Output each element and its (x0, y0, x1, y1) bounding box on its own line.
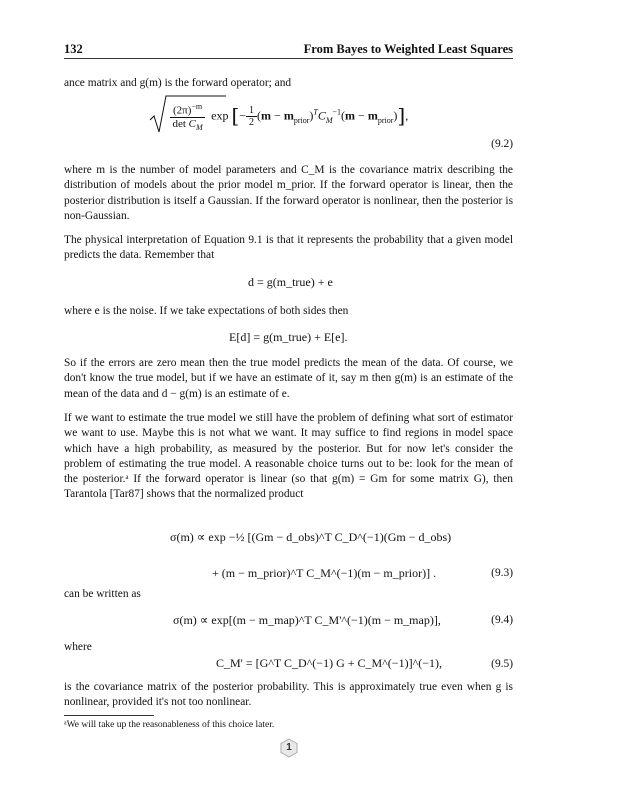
page-number: 132 (64, 42, 83, 56)
footnote-rule (64, 715, 154, 716)
paragraph-1: where m is the number of model parameters and C_M is the covariance matrix describing the distribution of models about the prior model m_prior. If the forward operator is linear, then the posterior distribution is itself a Gaussian. If the forward operator is nonlinear, then the posterior is non-Gaussian. (64, 164, 513, 222)
equation-9-3-line1: σ(m) ∝ exp −½ [(Gm − d_obs)^T C_D^(−1)(Gm − d_obs) (170, 530, 452, 544)
equation-number-9-2: (9.2) (491, 138, 513, 150)
eq1-render: $\frac{(2\pi)^{-m}}{\det C_M}$ exp [− $\frac{1}{2}$ $(m - m_{prior})^TC_M^{-1}(m - m_{prior})$], (170, 102, 408, 132)
paragraph-5: If we want to estimate the true model we still have the problem of defining what sort of estimator we want to use. Maybe this is not what we want. It may suffice to find regions in model space which have a high probability, as measured by the posterior. But for now let's consider the problem of estimating the true model. A reasonable choice turns out to be: look for the mean of the posterior.ᵃ If the forward operator is linear (so that g(m) = Gm for some matrix G), then Tarantola [Tar87] shows that the normalized product (64, 412, 513, 501)
equation-9-4: σ(m) ∝ exp[(m − m_map)^T C_M'^(−1)(m − m_map)], (173, 613, 441, 627)
equation-number-9-5: (9.5) (491, 658, 513, 670)
chapter-title: From Bayes to Weighted Least Squares (303, 42, 513, 56)
paragraph-0: ance matrix and g(m) is the forward operator; and (64, 77, 292, 89)
equation-9-5: C_M' = [G^T C_D^(−1) G + C_M^(−1)]^(−1), (216, 656, 442, 670)
equation-d: d = g(m_true) + e (248, 275, 333, 289)
equation-9-3-line2: + (m − m_prior)^T C_M^(−1)(m − m_prior)] . (212, 566, 437, 580)
paragraph-7: where (64, 641, 92, 653)
paragraph-2: The physical interpretation of Equation 9.1 is that it represents the probability that a given model predicts the data. Remember that (64, 234, 513, 262)
paragraph-3: where e is the noise. If we take expectations of both sides then (64, 305, 349, 317)
page-badge[interactable] (279, 738, 299, 758)
page-badge-label: 1 (286, 742, 292, 753)
equation-number-9-3: (9.3) (491, 567, 513, 579)
equation-expectation: E[d] = g(m_true) + E[e]. (229, 330, 348, 344)
paragraph-4: So if the errors are zero mean then the true model predicts the mean of the data. Of course, we don't know the true model, but if we have an estimate of it, say m then g(m) is an estimate of the mean of the data and d − g(m) is an estimate of e. (64, 357, 513, 400)
paragraph-8: is the covariance matrix of the posterior probability. This is approximately true even when g is nonlinear, provided it's not too nonlinear. (64, 681, 513, 709)
paragraph-6: can be written as (64, 588, 141, 600)
equation-number-9-4: (9.4) (491, 614, 513, 626)
running-header (64, 42, 513, 58)
footnote: ᵃWe will take up the reasonableness of this choice later. (64, 720, 275, 730)
header-rule (64, 58, 513, 59)
